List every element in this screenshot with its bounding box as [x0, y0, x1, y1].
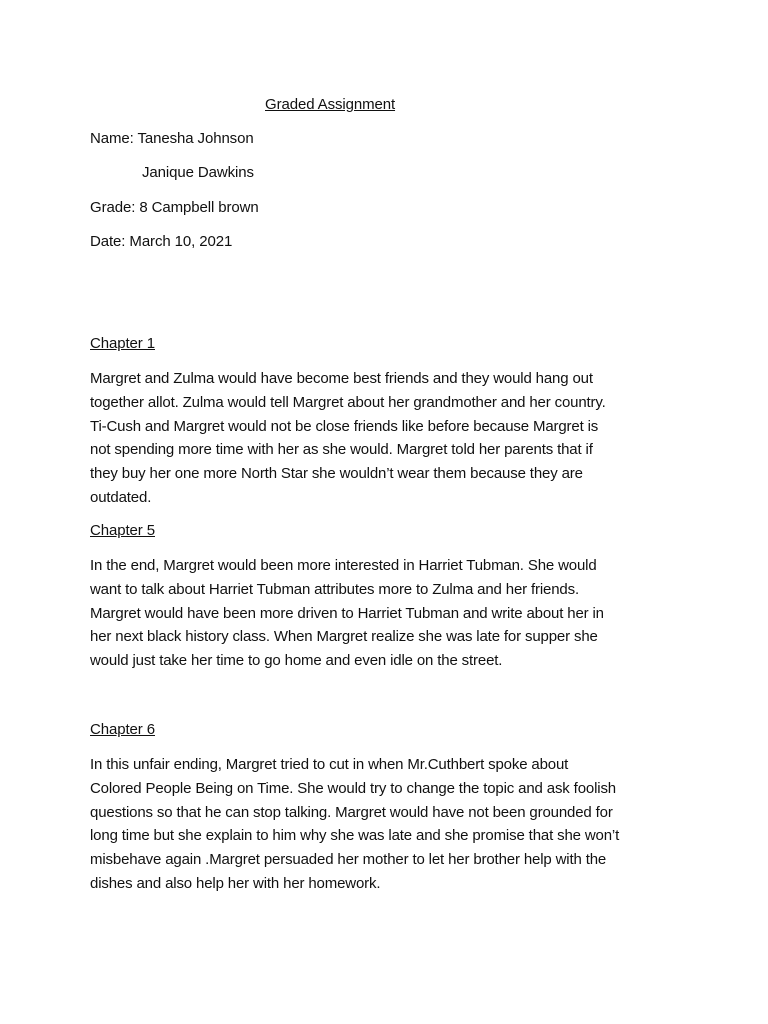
student-name-line: Name: Tanesha Johnson [90, 130, 254, 147]
paragraph-line: her next black history class. When Margret realize she was late for supper she [90, 628, 598, 646]
paragraph-line: misbehave again .Margret persuaded her mother to let her brother help with the [90, 851, 607, 869]
chapter-1-paragraph [90, 367, 690, 510]
paragraph-line: In this unfair ending, Margret tried to cut in when Mr.Cuthbert spoke about [90, 756, 569, 773]
paragraph-line: Margret would have been more driven to Harriet Tubman and write about her in [90, 604, 604, 622]
chapter-5-heading: Chapter 5 [90, 522, 155, 539]
paragraph-line: outdated. [90, 488, 152, 506]
document-title: Graded Assignment [265, 96, 396, 113]
paragraph-line: In the end, Margret would been more interested in Harriet Tubman. She would [90, 557, 597, 574]
paragraph-line: together allot. Zulma would tell Margret about her grandmother and her country. [90, 393, 606, 411]
paragraph-line: Colored People Being on Time. She would try to change the topic and ask foolish [90, 779, 616, 797]
date-line: Date: March 10, 2021 [90, 233, 233, 250]
paragraph-line: would just take her time to go home and even idle on the street. [90, 652, 503, 670]
paragraph-line: dishes and also help her with her homework. [90, 874, 381, 892]
paragraph-line: not spending more time with her as she would. Margret told her parents that if [90, 441, 593, 459]
paragraph-line: they buy her one more North Star she wouldn’t wear them because they are [90, 465, 583, 483]
paragraph-line: questions so that he can stop talking. Margret would have not been grounded for [90, 803, 613, 821]
chapter-1-heading: Chapter 1 [90, 335, 155, 352]
chapter-6-heading: Chapter 6 [90, 721, 155, 738]
chapter-6-paragraph [90, 753, 690, 896]
paragraph-line: long time but she explain to him why she was late and she promise that she won’t [90, 827, 620, 845]
student-name-line-2: Janique Dawkins [142, 164, 254, 181]
paragraph-line: Ti-Cush and Margret would not be close friends like before because Margret is [90, 417, 599, 435]
paragraph-line: Margret and Zulma would have become best friends and they would hang out [90, 370, 593, 387]
chapter-5-paragraph [90, 554, 690, 673]
grade-line: Grade: 8 Campbell brown [90, 199, 259, 216]
paragraph-line: want to talk about Harriet Tubman attributes more to Zulma and her friends. [90, 580, 579, 598]
